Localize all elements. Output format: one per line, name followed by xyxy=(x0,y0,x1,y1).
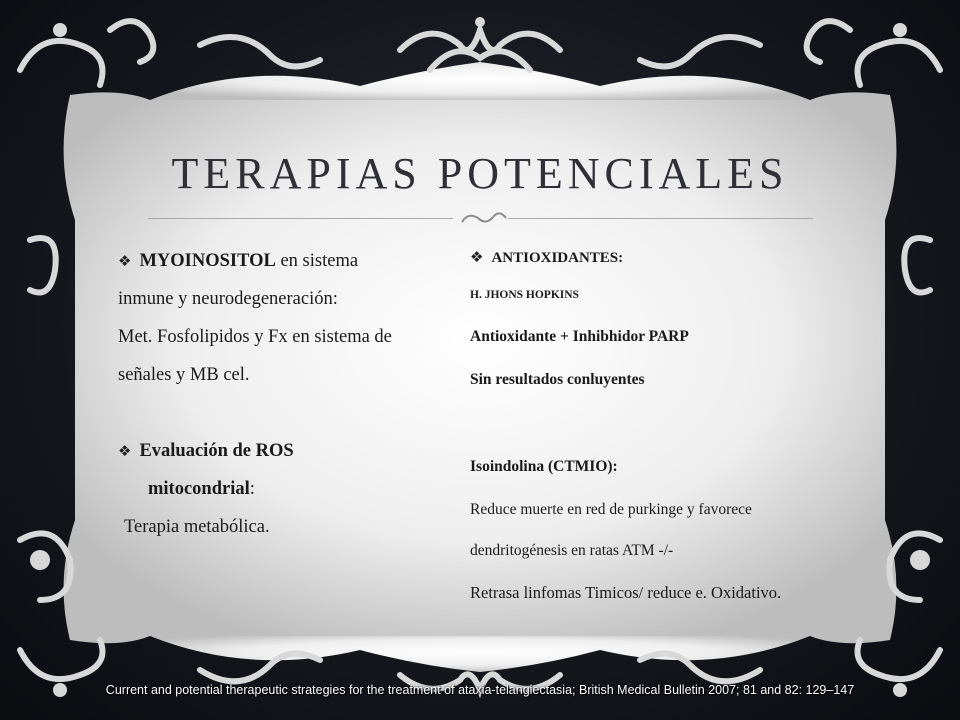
ros-term-2: mitocondrial xyxy=(148,479,250,499)
diamond-bullet-icon: ❖ xyxy=(118,442,132,460)
myoinositol-item xyxy=(118,242,458,280)
myoinositol-line2: inmune y neurodegeneración: xyxy=(118,289,338,309)
ros-line3: Terapia metabólica. xyxy=(124,517,270,537)
myoinositol-line3: Met. Fosfolipidos y Fx en sistema de xyxy=(118,327,392,347)
dendritogenesis-line: dendritogénesis en ratas ATM -/- xyxy=(470,542,674,559)
ros-colon: : xyxy=(249,479,255,499)
myoinositol-text: en sistema xyxy=(275,251,359,271)
title-rule-left xyxy=(148,218,453,219)
ros-item xyxy=(118,432,458,470)
ros-term: Evaluación de ROS xyxy=(139,441,294,461)
right-column xyxy=(470,244,890,614)
citation-footer: Current and potential therapeutic strategies for the treatment of ataxia-telangiectasia; British Medical Bulletin 2007; 81 and 82: 129–147 xyxy=(105,683,855,697)
ros-line2 xyxy=(118,470,458,508)
hopkins-label: H. JHONS HOPKINS xyxy=(470,289,579,301)
left-column xyxy=(118,242,458,546)
myoinositol-term: MYOINOSITOL xyxy=(139,251,276,271)
myoinositol-line4: señales y MB cel. xyxy=(118,365,250,385)
antioxidant-parp-line: Antioxidante + Inhibhidor PARP xyxy=(470,328,689,345)
diamond-bullet-icon: ❖ xyxy=(470,248,484,266)
no-results-line: Sin resultados conluyentes xyxy=(470,371,645,388)
antioxidantes-label: ANTIOXIDANTES: xyxy=(491,250,624,266)
isoindolina-heading: Isoindolina (CTMIO): xyxy=(470,458,618,475)
linfomas-line: Retrasa linfomas Timicos/ reduce e. Oxidativo. xyxy=(470,583,782,602)
diamond-bullet-icon: ❖ xyxy=(118,252,132,270)
antioxidantes-heading xyxy=(470,248,623,267)
slide-title: TERAPIAS POTENCIALES xyxy=(171,149,789,198)
purkinge-line: Reduce muerte en red de purkinge y favorece xyxy=(470,501,752,518)
title-rule-right xyxy=(508,218,813,219)
